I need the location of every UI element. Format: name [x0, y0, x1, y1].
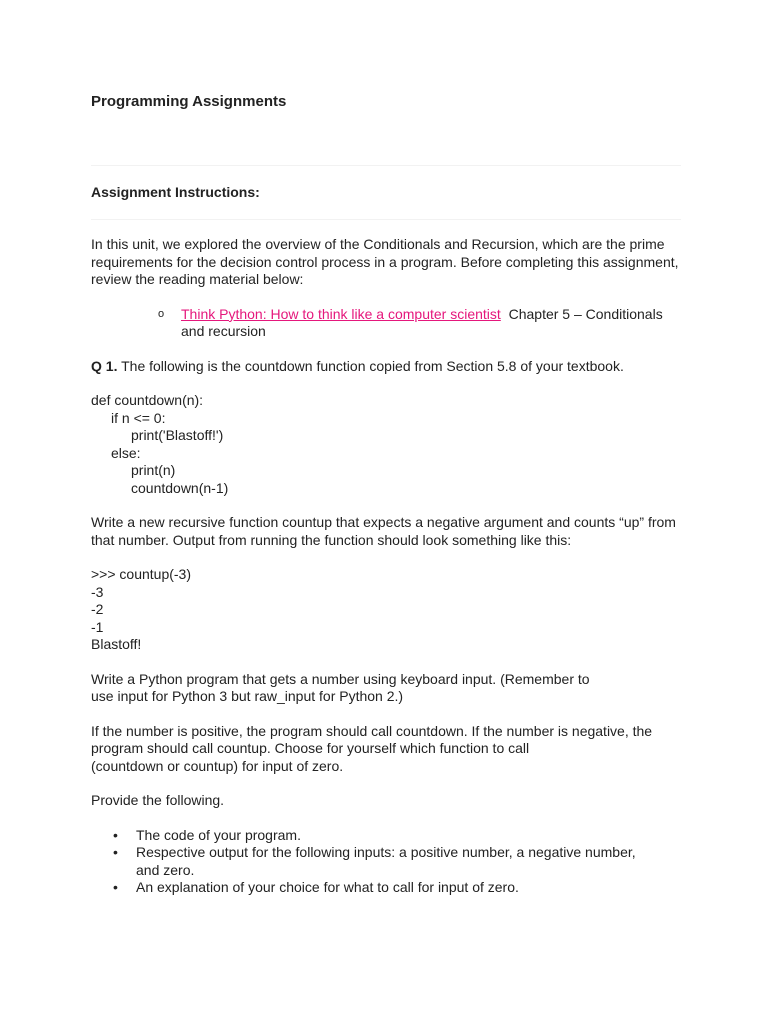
- output-line: -1: [91, 618, 104, 635]
- bullet-icon: •: [113, 879, 118, 895]
- output-line: -3: [91, 583, 104, 600]
- question-label: Q 1.: [91, 357, 118, 374]
- code-line: def countdown(n):: [91, 392, 204, 408]
- output-line: Blastoff!: [91, 636, 142, 652]
- list-item: [91, 879, 656, 897]
- sample-output-block: [91, 566, 681, 654]
- reading-suffix: Chapter 5 – Conditionals and recursion: [181, 305, 663, 339]
- requirement-text: Respective output for the following inputs: a positive number, a negative number, and zero.: [136, 844, 636, 878]
- divider: [91, 165, 681, 166]
- task-input-paragraph: [91, 671, 681, 706]
- task-input-line: Write a Python program that gets a number using keyboard input. (Remember to: [91, 670, 590, 687]
- task-countup-paragraph: Write a new recursive function countup that expects a negative argument and counts “up” from that number. Output from running the function should look something like this:: [91, 514, 676, 548]
- assignment-body: [91, 236, 681, 897]
- question-text: The following is the countdown function copied from Section 5.8 of your textbook.: [121, 357, 624, 374]
- list-item: [91, 827, 656, 845]
- task-input-line: use input for Python 3 but raw_input for Python 2.): [91, 688, 404, 704]
- page-title: Programming Assignments: [91, 93, 287, 110]
- output-line: >>> countup(-3): [91, 566, 192, 582]
- provide-paragraph: Provide the following.: [91, 792, 225, 808]
- output-line: -2: [91, 601, 104, 617]
- think-python-link[interactable]: Think Python: How to think like a computer scientist: [181, 305, 501, 322]
- code-line: countdown(n-1): [131, 479, 229, 496]
- task-branch-line: program should call countup. Choose for yourself which function to call: [91, 740, 530, 756]
- code-line: print(n): [131, 462, 176, 478]
- task-branch-line: If the number is positive, the program should call countdown. If the number is negative, the: [91, 722, 653, 739]
- list-marker: o: [158, 307, 165, 320]
- requirements-list: [91, 827, 681, 897]
- divider: [91, 219, 681, 220]
- task-branch-paragraph: [91, 723, 681, 776]
- code-line: if n <= 0:: [111, 409, 166, 426]
- requirement-text: The code of your program.: [136, 826, 301, 843]
- reading-list-item: [91, 306, 681, 341]
- task-branch-line: (countdown or countup) for input of zero.: [91, 757, 344, 774]
- bullet-icon: •: [113, 844, 118, 860]
- section-heading: Assignment Instructions:: [91, 184, 260, 200]
- bullet-icon: •: [113, 826, 118, 843]
- code-block: [91, 392, 681, 497]
- requirement-text: An explanation of your choice for what to call for input of zero.: [136, 879, 519, 895]
- list-item: [91, 844, 656, 879]
- intro-paragraph: In this unit, we explored the overview of the Conditionals and Recursion, which are the prime requirements for the decision control process in a program. Before completing this assignment, review the reading material below:: [91, 236, 679, 287]
- question-paragraph: [91, 358, 681, 376]
- code-line: else:: [111, 444, 141, 461]
- code-line: print('Blastoff!'): [131, 427, 224, 443]
